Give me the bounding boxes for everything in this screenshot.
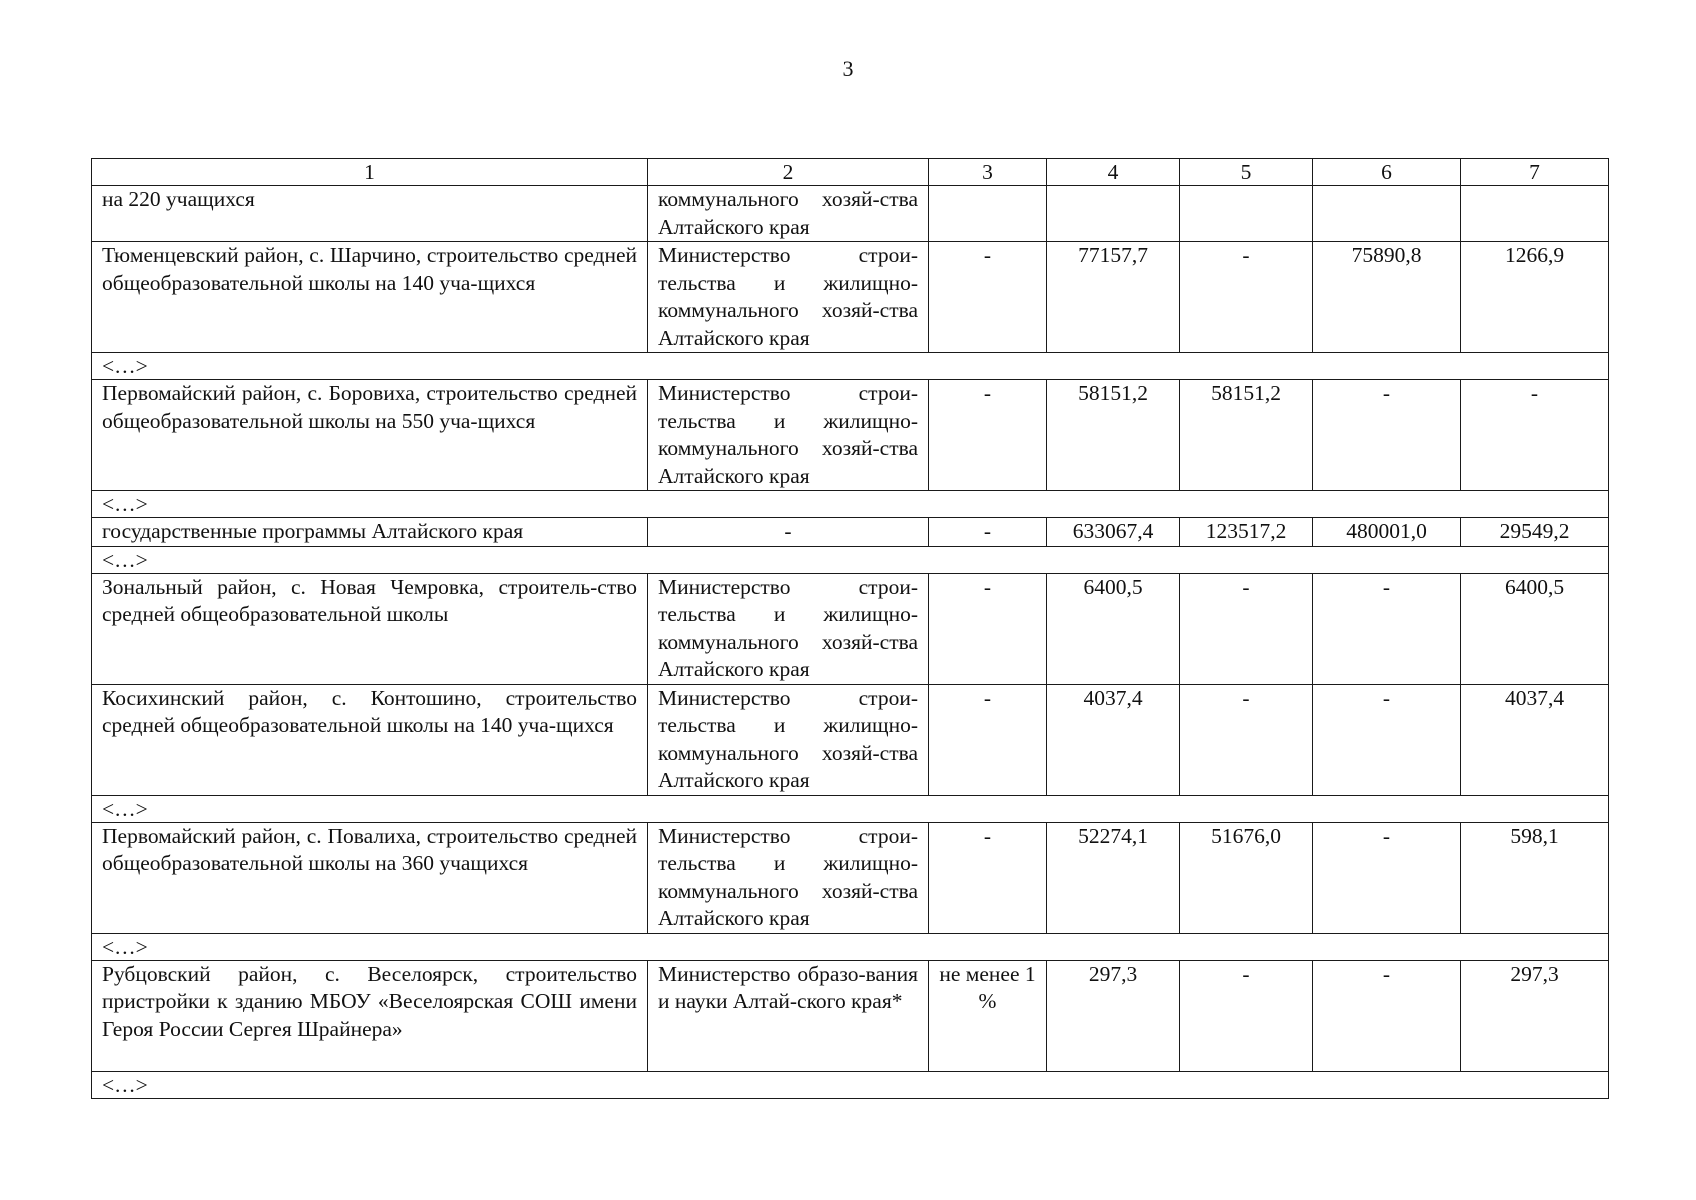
omission-row — [92, 1071, 1609, 1098]
regional-budget-cell: 75890,8 — [1313, 242, 1461, 353]
object-description-cell: Первомайский район, с. Повалиха, строительство средней общеобразовательной школы на 360 учащихся — [92, 822, 648, 933]
omission-marker: <…> — [92, 933, 1609, 960]
federal-budget-cell — [1180, 186, 1313, 242]
column-number-1: 1 — [92, 159, 648, 186]
responsible-ministry-cell: Министерство строи-тельства и жилищно-коммунального хозяй-ства Алтайского края — [648, 573, 929, 684]
omission-row — [92, 353, 1609, 380]
omission-row — [92, 933, 1609, 960]
total-amount-cell: 6400,5 — [1047, 573, 1180, 684]
table-row — [92, 242, 1609, 353]
regional-budget-cell: 480001,0 — [1313, 518, 1461, 547]
cofinancing-share-cell: - — [929, 518, 1047, 547]
page-number: 3 — [842, 56, 854, 81]
regional-budget-cell — [1313, 186, 1461, 242]
object-description-cell: на 220 учащихся — [92, 186, 648, 242]
responsible-ministry-cell: - — [648, 518, 929, 547]
column-number-6: 6 — [1313, 159, 1461, 186]
table-body — [92, 159, 1609, 1099]
regional-budget-cell: - — [1313, 684, 1461, 795]
local-budget-cell: 4037,4 — [1461, 684, 1609, 795]
responsible-ministry-cell: коммунального хозяй-ства Алтайского края — [648, 186, 929, 242]
total-amount-cell: 4037,4 — [1047, 684, 1180, 795]
total-amount-cell: 58151,2 — [1047, 380, 1180, 491]
cofinancing-share-cell: - — [929, 573, 1047, 684]
local-budget-cell: - — [1461, 380, 1609, 491]
omission-marker: <…> — [92, 795, 1609, 822]
omission-marker: <…> — [92, 1071, 1609, 1098]
total-amount-cell: 633067,4 — [1047, 518, 1180, 547]
local-budget-cell: 1266,9 — [1461, 242, 1609, 353]
budget-table — [91, 158, 1609, 1099]
table-row — [92, 380, 1609, 491]
federal-budget-cell: - — [1180, 684, 1313, 795]
federal-budget-cell: 123517,2 — [1180, 518, 1313, 547]
cofinancing-share-cell: - — [929, 822, 1047, 933]
object-description-cell: Зональный район, с. Новая Чемровка, строитель-ство средней общеобразовательной школы — [92, 573, 648, 684]
responsible-ministry-cell: Министерство строи-тельства и жилищно-коммунального хозяй-ства Алтайского края — [648, 822, 929, 933]
table-row — [92, 186, 1609, 242]
omission-row — [92, 546, 1609, 573]
total-amount-cell: 52274,1 — [1047, 822, 1180, 933]
responsible-ministry-cell: Министерство строи-тельства и жилищно-коммунального хозяй-ства Алтайского края — [648, 380, 929, 491]
cofinancing-share-cell: - — [929, 684, 1047, 795]
local-budget-cell: 598,1 — [1461, 822, 1609, 933]
federal-budget-cell: 51676,0 — [1180, 822, 1313, 933]
local-budget-cell: 6400,5 — [1461, 573, 1609, 684]
regional-budget-cell: - — [1313, 822, 1461, 933]
responsible-ministry-cell: Министерство строи-тельства и жилищно-коммунального хозяй-ства Алтайского края — [648, 684, 929, 795]
object-description-cell: Тюменцевский район, с. Шарчино, строительство средней общеобразовательной школы на 140 уча-щихся — [92, 242, 648, 353]
omission-marker: <…> — [92, 546, 1609, 573]
cofinancing-share-cell — [929, 186, 1047, 242]
cofinancing-share-cell: - — [929, 242, 1047, 353]
federal-budget-cell: - — [1180, 242, 1313, 353]
column-number-3: 3 — [929, 159, 1047, 186]
local-budget-cell — [1461, 186, 1609, 242]
regional-budget-cell: - — [1313, 380, 1461, 491]
federal-budget-cell: - — [1180, 573, 1313, 684]
table-row — [92, 573, 1609, 684]
object-description-cell: государственные программы Алтайского края — [92, 518, 648, 547]
table-header-row — [92, 159, 1609, 186]
object-description-cell: Первомайский район, с. Боровиха, строительство средней общеобразовательной школы на 550 уча-щихся — [92, 380, 648, 491]
object-description-cell: Рубцовский район, с. Веселоярск, строительство пристройки к зданию МБОУ «Веселоярская СОШ имени Героя России Сергея Шрайнера» — [92, 960, 648, 1071]
omission-row — [92, 491, 1609, 518]
omission-marker: <…> — [92, 491, 1609, 518]
column-number-4: 4 — [1047, 159, 1180, 186]
total-amount-cell: 77157,7 — [1047, 242, 1180, 353]
table-row — [92, 960, 1609, 1071]
column-number-2: 2 — [648, 159, 929, 186]
federal-budget-cell: 58151,2 — [1180, 380, 1313, 491]
table-row — [92, 518, 1609, 547]
total-amount-cell — [1047, 186, 1180, 242]
table-row — [92, 822, 1609, 933]
local-budget-cell: 297,3 — [1461, 960, 1609, 1071]
regional-budget-cell: - — [1313, 573, 1461, 684]
responsible-ministry-cell: Министерство строи-тельства и жилищно-коммунального хозяй-ства Алтайского края — [648, 242, 929, 353]
column-number-5: 5 — [1180, 159, 1313, 186]
regional-budget-cell: - — [1313, 960, 1461, 1071]
local-budget-cell: 29549,2 — [1461, 518, 1609, 547]
cofinancing-share-cell: не менее 1 % — [929, 960, 1047, 1071]
omission-marker: <…> — [92, 353, 1609, 380]
omission-row — [92, 795, 1609, 822]
federal-budget-cell: - — [1180, 960, 1313, 1071]
responsible-ministry-cell: Министерство образо-вания и науки Алтай-ского края* — [648, 960, 929, 1071]
total-amount-cell: 297,3 — [1047, 960, 1180, 1071]
cofinancing-share-cell: - — [929, 380, 1047, 491]
column-number-7: 7 — [1461, 159, 1609, 186]
object-description-cell: Косихинский район, с. Контошино, строительство средней общеобразовательной школы на 140 уча-щихся — [92, 684, 648, 795]
table-row — [92, 684, 1609, 795]
